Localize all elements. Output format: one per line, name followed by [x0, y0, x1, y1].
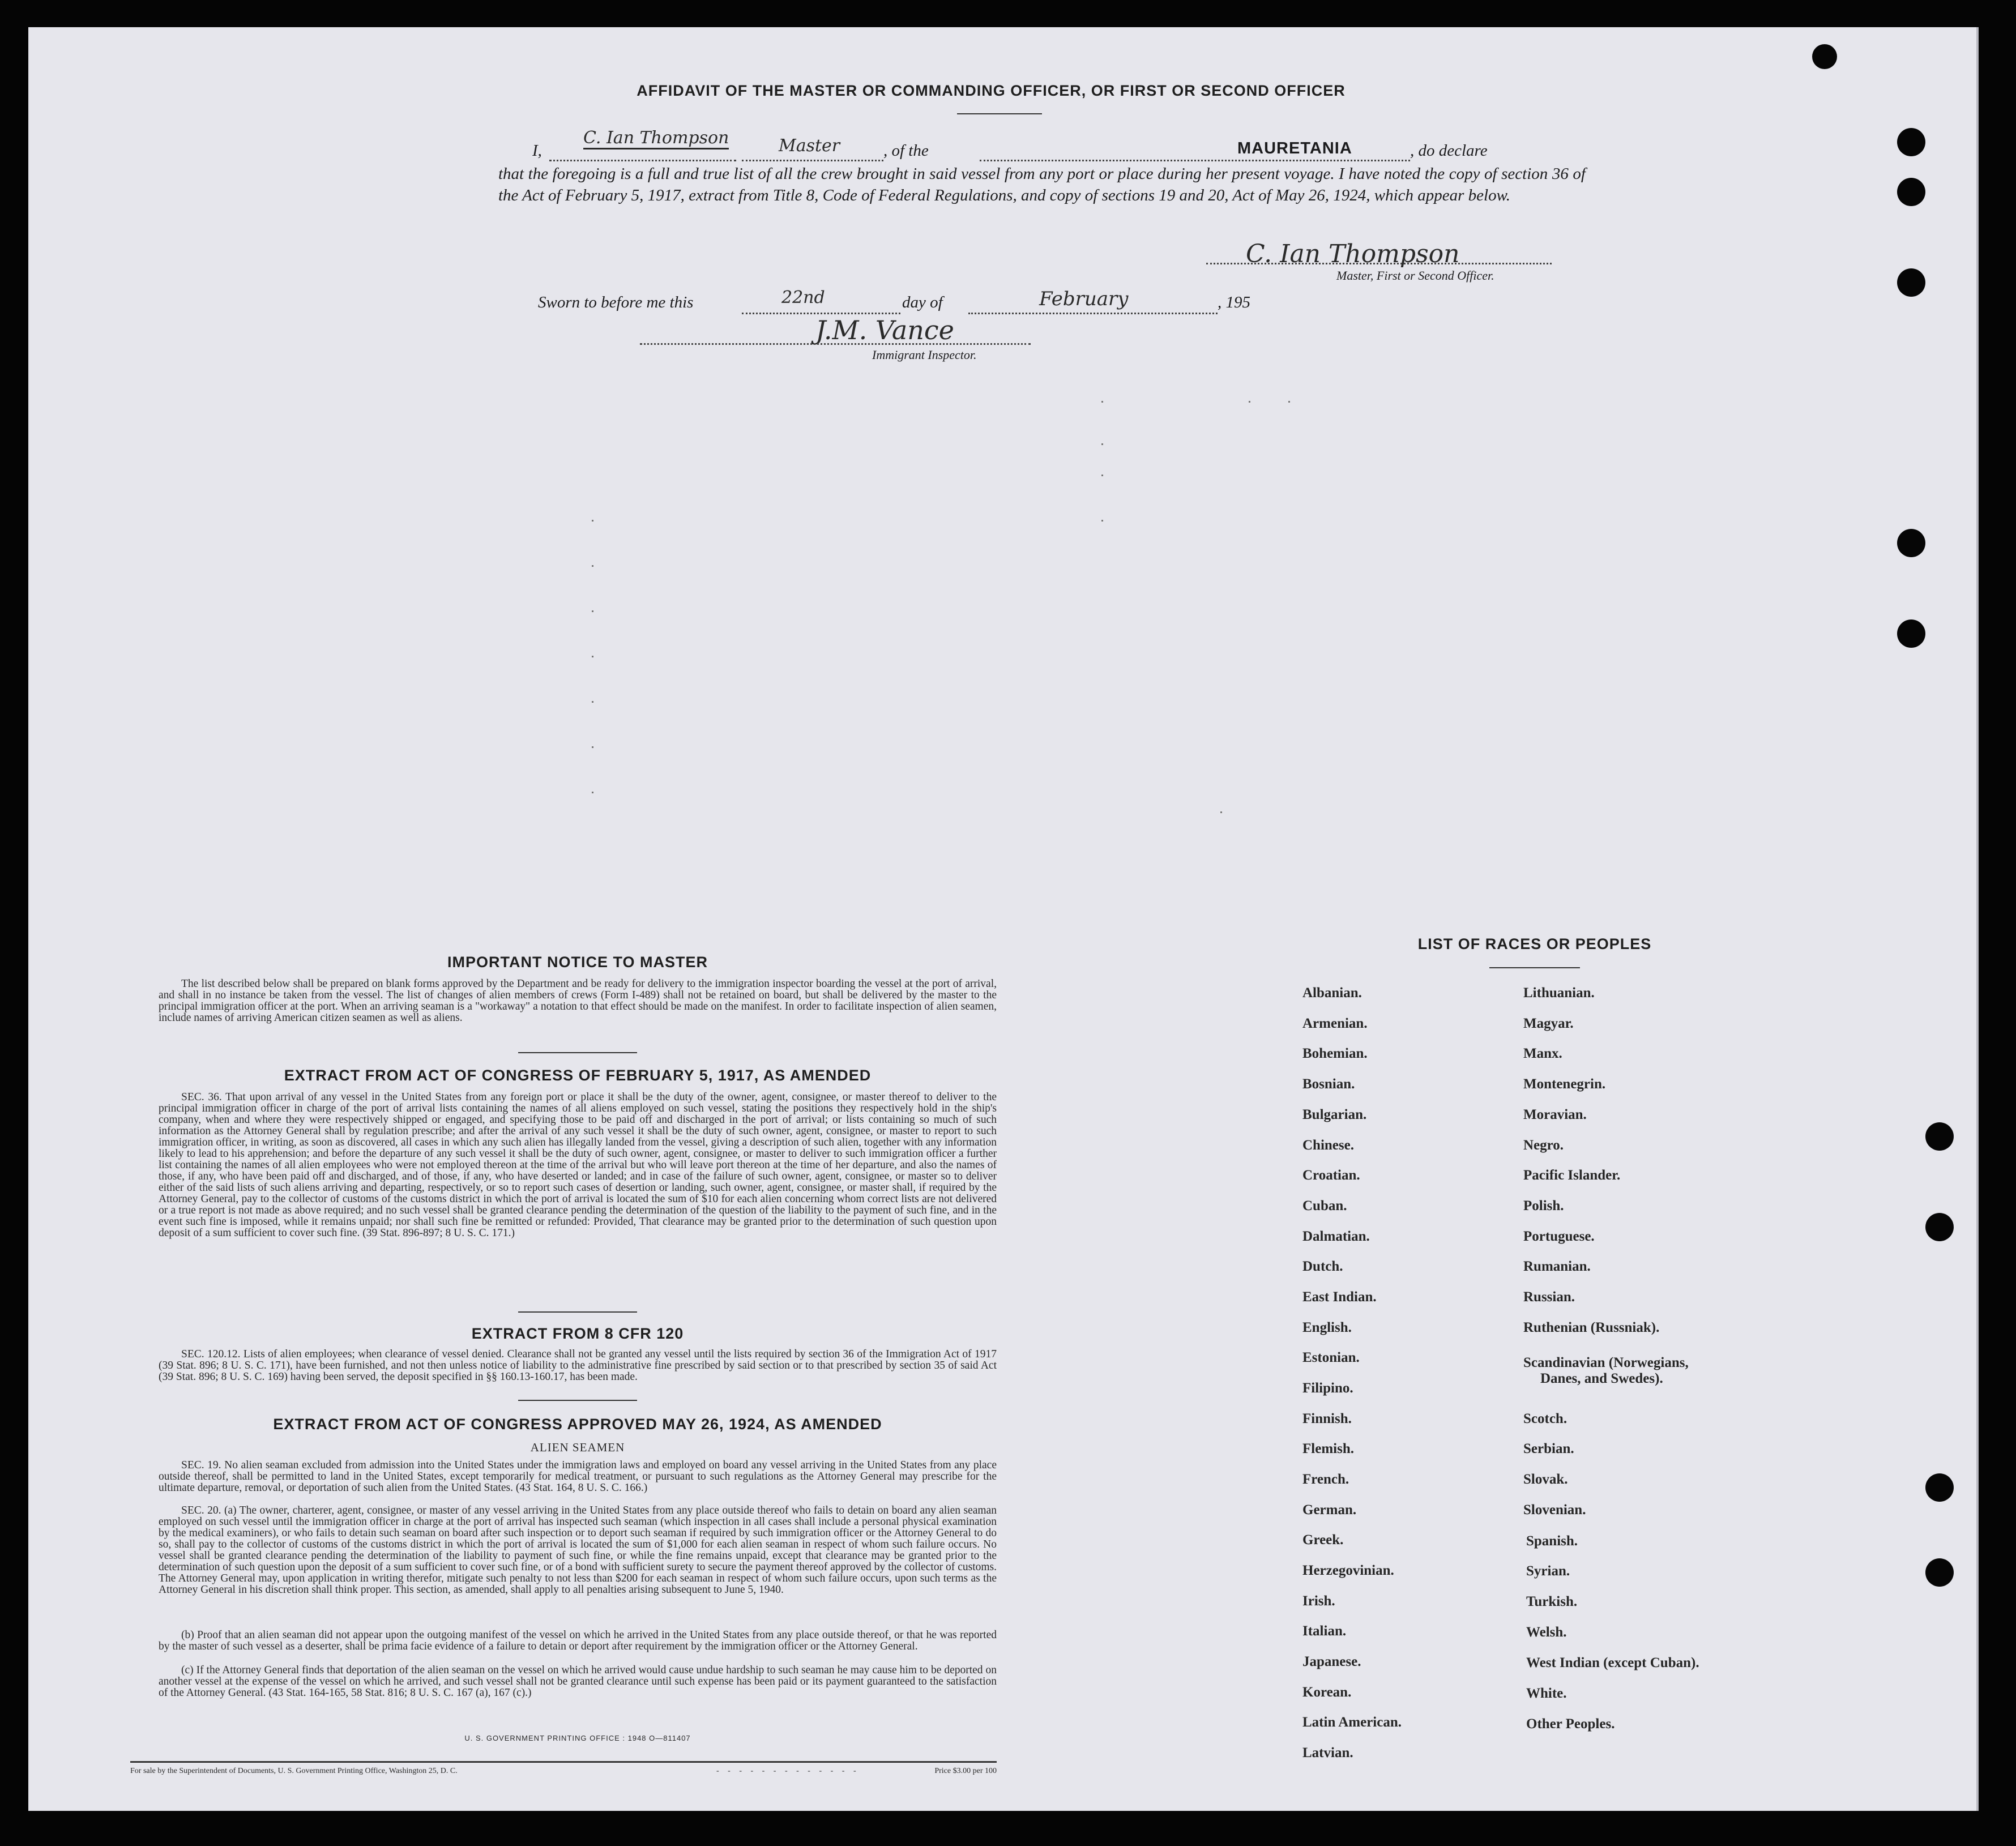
- race-item: West Indian (except Cuban).: [1526, 1655, 1699, 1670]
- race-item: Negro.: [1523, 1138, 1564, 1153]
- race-item: Manx.: [1523, 1046, 1562, 1061]
- speck: [592, 565, 593, 567]
- rank-dotline: [742, 160, 883, 161]
- race-item: Welsh.: [1526, 1625, 1567, 1640]
- speck: [1220, 811, 1222, 813]
- race-item: Japanese.: [1302, 1654, 1361, 1669]
- speck: [1101, 443, 1103, 445]
- name-dotline: [549, 160, 736, 161]
- race-item: Other Peoples.: [1526, 1716, 1615, 1732]
- title-rule: [957, 113, 1042, 114]
- race-item: Filipino.: [1302, 1381, 1353, 1396]
- affidavit-line1: [515, 128, 1603, 164]
- officer-dotline: [1206, 263, 1552, 264]
- race-item: German.: [1302, 1502, 1357, 1518]
- race-item: White.: [1526, 1686, 1567, 1701]
- affidavit-title: AFFIDAVIT OF THE MASTER OR COMMANDING OFFICER, OR FIRST OR SECOND OFFICER: [637, 82, 1346, 99]
- speck: [592, 656, 593, 657]
- race-item: Dutch.: [1302, 1259, 1343, 1274]
- vessel-dotline: [980, 160, 1410, 161]
- extract-1924-title: EXTRACT FROM ACT OF CONGRESS APPROVED MAY 26, 1924, AS AMENDED: [273, 1416, 882, 1433]
- race-item: Chinese.: [1302, 1138, 1354, 1153]
- officer-signature: C. Ian Thompson: [1246, 240, 1460, 268]
- race-item: Armenian.: [1302, 1016, 1368, 1031]
- race-item: Italian.: [1302, 1623, 1347, 1639]
- speck: [592, 701, 593, 703]
- section-rule: [518, 1311, 637, 1313]
- extract-1917-title: EXTRACT FROM ACT OF CONGRESS OF FEBRUARY 5, 1917, AS AMENDED: [284, 1067, 872, 1084]
- punch-hole: [1925, 1558, 1954, 1587]
- speck: [592, 746, 593, 748]
- document-page: [28, 27, 1979, 1811]
- extract-1924-sec19: SEC. 19. No alien seaman excluded from admission into the United States under the immigration laws and employed on board any vessel arriving in the United States from any place outside thereof, shall be permitted to land in the United States, except temporarily for medical treatment, or pursuant to such regulations as the Attorney General may prescribe for the ultimate departure, removal, or deportation of such alien from the United States. (43 Stat. 164, 8 U. S. C. 166.): [159, 1459, 997, 1494]
- race-item: English.: [1302, 1320, 1352, 1335]
- race-item: Latin American.: [1302, 1715, 1402, 1730]
- notice-title: IMPORTANT NOTICE TO MASTER: [447, 954, 708, 971]
- races-title: LIST OF RACES OR PEOPLES: [1417, 935, 1652, 952]
- month-dotline: [968, 313, 1218, 314]
- inspector-signature: J.M. Vance: [815, 315, 954, 345]
- officer-caption: Master, First or Second Officer.: [1336, 268, 1494, 283]
- race-item: Irish.: [1302, 1593, 1335, 1609]
- punch-hole: [1812, 44, 1837, 69]
- race-item: Spanish.: [1526, 1533, 1578, 1549]
- race-item: Syrian.: [1526, 1563, 1570, 1579]
- punch-hole: [1897, 529, 1925, 557]
- speck: [592, 610, 593, 612]
- race-item: Montenegrin.: [1523, 1076, 1606, 1092]
- printer-line: U. S. GOVERNMENT PRINTING OFFICE : 1948 O—811407: [464, 1734, 691, 1742]
- punch-hole: [1925, 1122, 1954, 1151]
- sworn-month: February: [1039, 288, 1129, 310]
- races-rule: [1489, 967, 1580, 968]
- affidavit-body: that the foregoing is a full and true list of all the crew brought in said vessel from any port or place during her present voyage. I have noted the copy of section 36 of the Act of February 5, 1917, extract from Title 8, Code of Federal Regulations, and copy of sections 19 and 20, Act of May 26, 1924, which appear below.: [498, 165, 1586, 204]
- sworn-line: [538, 288, 1387, 316]
- race-item: Portuguese.: [1523, 1229, 1595, 1244]
- race-item: Magyar.: [1523, 1016, 1574, 1031]
- footer: [130, 1767, 997, 1781]
- punch-hole: [1897, 128, 1925, 156]
- speck: [1101, 520, 1103, 522]
- section-rule: [518, 1400, 637, 1401]
- sworn-day: 22nd: [781, 288, 825, 307]
- race-item: Ruthenian (Russniak).: [1523, 1320, 1660, 1335]
- race-item: Cuban.: [1302, 1198, 1347, 1213]
- speck: [592, 520, 593, 522]
- footer-dashes: - - - - - - - - - - - - -: [716, 1767, 860, 1775]
- race-item: Serbian.: [1523, 1441, 1574, 1456]
- race-item: Turkish.: [1526, 1594, 1578, 1609]
- speck: [1101, 401, 1103, 403]
- speck: [1288, 401, 1290, 403]
- race-item: Rumanian.: [1523, 1259, 1591, 1274]
- race-item: French.: [1302, 1472, 1349, 1487]
- extract-1917-text: SEC. 36. That upon arrival of any vessel in the United States from any foreign port or place it shall be the duty of the owner, agent, consignee, or master thereof to deliver to the principal immigration officer in charge of the port of arrival lists containing the names of all aliens employed on such vessel, stating the positions they respectively hold in the ship's company, when and where they were respectively shipped or engaged, and specifying those to be paid off and discharged in the port of arrival; or lists containing so much of such information as the Attorney General shall by regulation prescribe; and after the arrival of any such vessel it shall be the duty of such owner, agent, consignee, or master to report to such immigration officer, in writing, as soon as discovered, all cases in which any such alien has illegally landed from the vessel, giving a description of such alien, together with any information likely to lead to his apprehension; and before the departure of any such vessel it shall be the duty of such owner, agent, consignee, or master to deliver to such immigration officer a further list containing the names of all alien employees who were not employed thereon at the time of the arrival but who will leave port thereon at the time of her departure, and also the names of those, if any, who have been paid off and discharged, and of those, if any, who have deserted or landed; and in case of the failure of such owner, agent, consignee, or master so to deliver either of the said lists of such aliens arriving and departing, respectively, or so to report such cases of desertion or landing, such owner, agent, consignee, or master shall, if required by the Attorney General, pay to the collector of customs of the customs district in which the port of arrival is located the sum of $10 for each alien concerning whom correct lists are not delivered or a true report is not made as above required; and no such vessel shall be granted clearance pending the determination of the question of the liability to the payment of such fine, and in the event such fine is imposed, while it remains unpaid; nor shall such fine be remitted or refunded: Provided, That clearance may be granted prior to the determination of such question upon deposit of a sum sufficient to cover such fine. (39 Stat. 896-897; 8 U. S. C. 171.): [159, 1091, 997, 1239]
- race-item: Bohemian.: [1302, 1046, 1368, 1061]
- do-declare-label: , do declare: [1410, 142, 1488, 160]
- day-of-label: day of: [902, 293, 943, 311]
- race-item: Russian.: [1523, 1289, 1575, 1305]
- speck: [1101, 475, 1103, 476]
- extract-1924-sec20a: SEC. 20. (a) The owner, charterer, agent, consignee, or master of any vessel arriving in the United States from any place outside thereof who fails to detain on board any alien seaman employed on such vessel until the immigration officer in charge at the port of arrival has inspected such seaman (which inspection in all cases shall include a personal physical examination by the medical examiners), or who fails to detain such seaman on board after such inspection or to deport such seaman if required by such immigration officer or the Attorney General to do so, shall pay to the collector of customs of the customs district in which the port of arrival is located the sum of $1,000 for each alien seaman in respect of whom such failure occurs. No vessel shall be granted clearance pending the determination of the liability to payment of such fine, or while the fine remains unpaid, except that clearance may be granted prior to the determination of such question upon the deposit of a sum sufficient to cover such fine, or of a bond with sufficient surety to secure the payment thereof approved by the collector of customs. The Attorney General may, upon application in writing therefor, mitigate such penalty to not less than $200 for each seaman in respect of whom such failure occurs, upon such terms as the Attorney General in his discretion shall think proper. This section, as amended, shall apply to all penalties arising subsequent to June 5, 1940.: [159, 1505, 997, 1596]
- footer-left: For sale by the Superintendent of Documents, U. S. Government Printing Office, Washington 25, D. C.: [130, 1767, 458, 1775]
- extract-1924-subtitle: ALIEN SEAMEN: [530, 1441, 625, 1454]
- race-item: Korean.: [1302, 1685, 1352, 1700]
- race-item: Slovenian.: [1523, 1502, 1586, 1518]
- rank-handwritten: Master: [779, 136, 840, 156]
- notice-text: The list described below shall be prepared on blank forms approved by the Department and be ready for delivery to the immigration inspector boarding the vessel at the port of arrival, and shall in no instance be taken from the vessel. The list of changes of alien members of crews (Form I-489) shall not be retained on board, but shall be delivered by the master to the principal immigration officer at the port. When an arriving seaman is a "workaway" a notation to that effect should be made on the manifest. In order to facilitate inspection of alien seamen, include names of arriving American citizen seamen as well as aliens.: [159, 978, 997, 1024]
- race-item: Slovak.: [1523, 1472, 1568, 1487]
- race-item: Finnish.: [1302, 1411, 1352, 1426]
- punch-hole: [1925, 1213, 1954, 1241]
- race-item: Greek.: [1302, 1532, 1344, 1548]
- race-item: Dalmatian.: [1302, 1229, 1370, 1244]
- race-item: Estonian.: [1302, 1350, 1360, 1365]
- race-item: Croatian.: [1302, 1168, 1360, 1183]
- sworn-prefix: Sworn to before me this: [538, 293, 694, 311]
- race-item: Danes, and Swedes).: [1540, 1371, 1663, 1386]
- punch-hole: [1897, 268, 1925, 297]
- inspector-dotline: [640, 343, 1031, 345]
- punch-hole: [1897, 619, 1925, 648]
- speck: [1249, 401, 1250, 403]
- master-signature: C. Ian Thompson: [583, 128, 729, 149]
- race-item: Polish.: [1523, 1198, 1564, 1213]
- race-item: Herzegovinian.: [1302, 1563, 1394, 1578]
- footer-right: Price $3.00 per 100: [934, 1767, 997, 1775]
- day-dotline: [742, 313, 900, 314]
- speck: [592, 792, 593, 793]
- extract-cfr-title: EXTRACT FROM 8 CFR 120: [471, 1325, 684, 1342]
- race-item: Moravian.: [1523, 1107, 1587, 1122]
- footer-rule: [130, 1761, 997, 1763]
- inspector-caption: Immigrant Inspector.: [872, 348, 977, 362]
- race-item: Lithuanian.: [1523, 985, 1595, 1001]
- punch-hole: [1897, 178, 1925, 206]
- year-label: , 195: [1218, 293, 1250, 311]
- race-item: Latvian.: [1302, 1745, 1353, 1760]
- extract-cfr-text: SEC. 120.12. Lists of alien employees; when clearance of vessel denied. Clearance shall not be granted any vessel until the lists required by section 36 of the Immigration Act of 1917 (39 Stat. 896; 8 U. S. C. 171), have been furnished, and not then unless notice of liability to the administrative fine prescribed by said section or to that prescribed by section 35 of said Act (39 Stat. 896; 8 U. S. C. 169) having been served, the deposit specified in §§ 160.13-160.17, has been made.: [159, 1348, 997, 1383]
- race-item: Flemish.: [1302, 1441, 1354, 1456]
- race-item: Albanian.: [1302, 985, 1362, 1001]
- race-item: Pacific Islander.: [1523, 1168, 1621, 1183]
- race-item: Scandinavian (Norwegians,: [1523, 1355, 1689, 1370]
- extract-1924-sec20b: (b) Proof that an alien seaman did not appear upon the outgoing manifest of the vessel on which he arrived in the United States from any place outside thereof, or that he was reported by the master of such vessel as a deserter, shall be prima facie evidence of a failure to detain or deport after requirement by the immigration officer or the Attorney General.: [159, 1629, 997, 1652]
- race-item: Bosnian.: [1302, 1076, 1355, 1092]
- prefix-i: I,: [532, 142, 542, 160]
- race-item: Scotch.: [1523, 1411, 1567, 1426]
- extract-1924-sec20c: (c) If the Attorney General finds that deportation of the alien seaman on the vessel on which he arrived would cause undue hardship to such seaman he may cause him to be deported on another vessel at the expense of the vessel on which he arrived, and such vessel shall not be granted clearance until such expense has been paid or its payment guaranteed to the satisfaction of the Attorney General. (43 Stat. 164-165, 58 Stat. 816; 8 U. S. C. 167 (a), 167 (c).): [159, 1664, 997, 1699]
- vessel-name: MAURETANIA: [1237, 139, 1352, 157]
- of-the-label: , of the: [883, 142, 929, 160]
- race-item: Bulgarian.: [1302, 1107, 1367, 1122]
- race-item: East Indian.: [1302, 1289, 1377, 1305]
- section-rule: [518, 1052, 637, 1053]
- punch-hole: [1925, 1473, 1954, 1502]
